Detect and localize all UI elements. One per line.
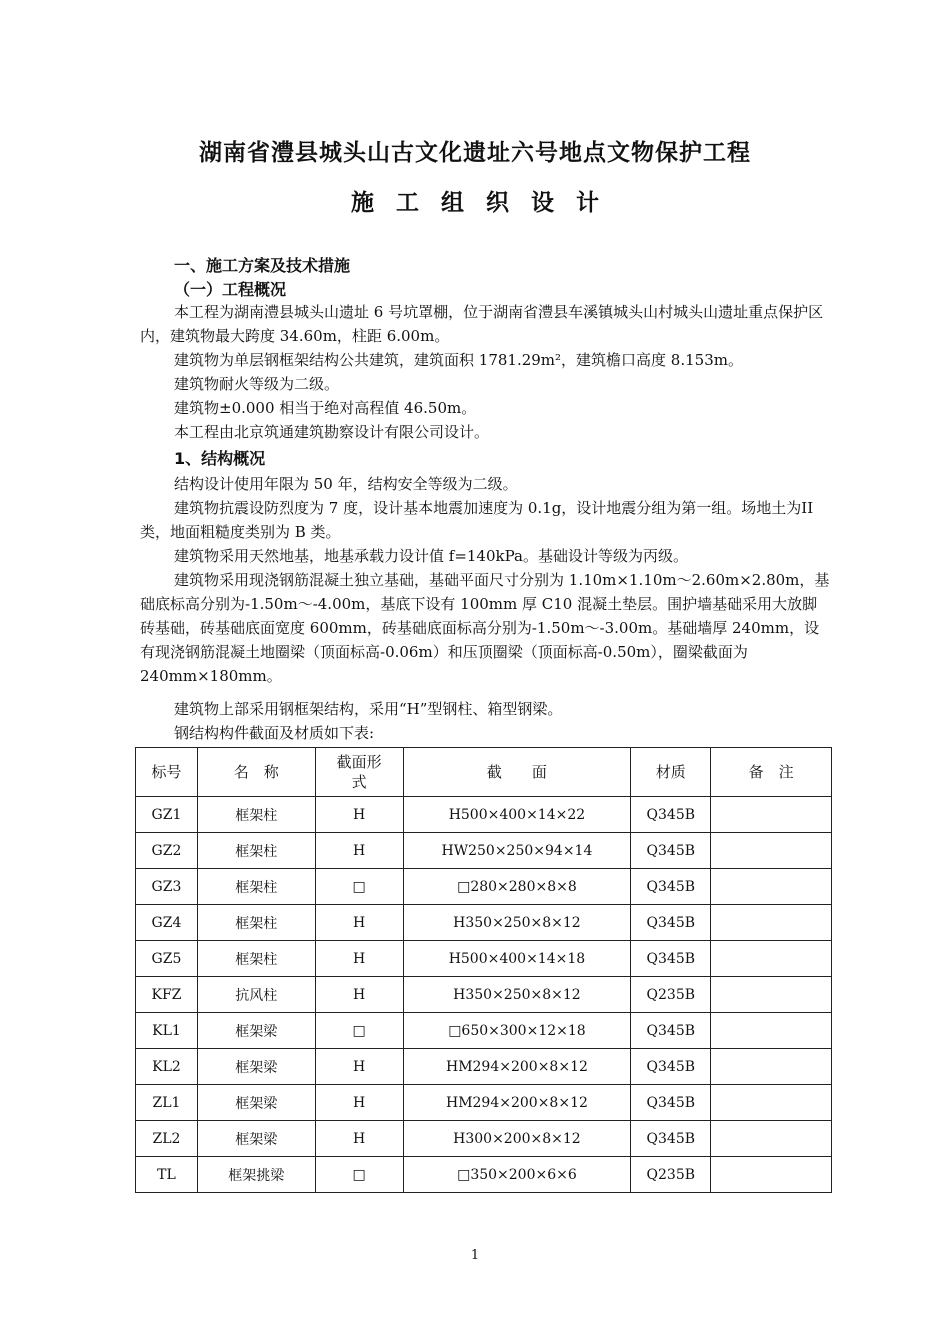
table-cell: 框架柱	[197, 941, 315, 977]
header-cell: 名 称	[197, 748, 315, 797]
table-cell	[711, 833, 832, 869]
table-cell: H	[315, 1085, 403, 1121]
table-cell: GZ5	[136, 941, 198, 977]
table-row	[136, 1121, 832, 1157]
subsection-heading: （一）工程概况	[174, 280, 287, 299]
table-cell	[711, 1049, 832, 1085]
table-cell: H	[315, 1049, 403, 1085]
table-cell: GZ4	[136, 905, 198, 941]
table-cell: Q345B	[631, 905, 711, 941]
table-cell: GZ1	[136, 797, 198, 833]
table-cell: Q345B	[631, 1049, 711, 1085]
structure-para-5: 建筑物上部采用钢框架结构，采用“H”型钢柱、箱型钢梁。	[174, 700, 563, 718]
header-cell: 截 面	[403, 748, 631, 797]
table-row	[136, 1157, 832, 1193]
table-cell: 框架柱	[197, 797, 315, 833]
table-row	[136, 1085, 832, 1121]
structure-para-2: 建筑物抗震设防烈度为 7 度，设计基本地震加速度为 0.1g，设计地震分组为第一组。场地土为II类，地面粗糙度类别为 B 类。	[140, 499, 814, 541]
table-cell: □	[315, 869, 403, 905]
page-number: 1	[470, 1248, 480, 1263]
table-cell	[711, 869, 832, 905]
table-cell: 框架柱	[197, 869, 315, 905]
table-cell: ZL1	[136, 1085, 198, 1121]
table-cell	[711, 977, 832, 1013]
table-cell	[711, 797, 832, 833]
table-cell: 框架柱	[197, 833, 315, 869]
header-cell: 截面形式	[315, 748, 403, 797]
table-cell: 框架梁	[197, 1013, 315, 1049]
overview-para-3: 建筑物耐火等级为二级。	[174, 375, 340, 393]
structure-para-4: 建筑物采用现浇钢筋混凝土独立基础，基础平面尺寸分别为 1.10m×1.10m～2.60m×2.80m，基础底标高分别为-1.50m～-4.00m，基底下设有 100mm 厚 C10 混凝土垫层。围护墙基础采用大放脚砖基础，砖基础底面宽度 600mm，砖基础底面标高分别为-1.50m～-3.00m。基础墙厚 240mm，设有现浇钢筋混凝土地圈梁（顶面标高-0.06m）和压顶圈梁（顶面标高-0.50m），圈梁截面为 240mm×180mm。	[140, 571, 830, 685]
table-cell	[711, 1013, 832, 1049]
structure-para-6: 钢结构构件截面及材质如下表:	[174, 724, 375, 742]
table-cell: 框架柱	[197, 905, 315, 941]
table-cell: H	[315, 797, 403, 833]
table-cell: GZ2	[136, 833, 198, 869]
table-cell	[711, 941, 832, 977]
table-cell: 框架梁	[197, 1049, 315, 1085]
table-cell: □280×280×8×8	[403, 869, 631, 905]
table-cell: KL2	[136, 1049, 198, 1085]
document-subtitle: 施工组织设计	[351, 190, 621, 216]
table-row	[136, 1013, 832, 1049]
table-cell: GZ3	[136, 869, 198, 905]
table-cell: Q345B	[631, 941, 711, 977]
table-cell: Q235B	[631, 977, 711, 1013]
table-row	[136, 797, 832, 833]
table-row	[136, 833, 832, 869]
table-row	[136, 905, 832, 941]
table-row	[136, 941, 832, 977]
table-cell: Q345B	[631, 1085, 711, 1121]
table-cell: □	[315, 1157, 403, 1193]
overview-para-1: 本工程为湖南澧县城头山遗址 6 号坑罩棚，位于湖南省澧县车溪镇城头山村城头山遗址重点保护区内，建筑物最大跨度 34.60m，柱距 6.00m。	[140, 303, 824, 345]
table-cell: Q345B	[631, 869, 711, 905]
table-cell: HM294×200×8×12	[403, 1049, 631, 1085]
table-cell: Q345B	[631, 833, 711, 869]
table-cell: H500×400×14×18	[403, 941, 631, 977]
structure-heading: 1、结构概况	[174, 449, 266, 468]
table-cell: H	[315, 977, 403, 1013]
table-cell: H	[315, 905, 403, 941]
table-cell: H	[315, 833, 403, 869]
header-cell: 标号	[136, 748, 198, 797]
table-cell: 框架梁	[197, 1121, 315, 1157]
table-cell: H	[315, 1121, 403, 1157]
section-heading: 一、施工方案及技术措施	[174, 256, 351, 275]
steel-member-table	[135, 747, 832, 1193]
table-header-row	[136, 748, 832, 797]
structure-para-1: 结构设计使用年限为 50 年，结构安全等级为二级。	[174, 475, 518, 493]
table-cell	[711, 1121, 832, 1157]
table-row	[136, 869, 832, 905]
table-cell: HW250×250×94×14	[403, 833, 631, 869]
header-cell: 备 注	[711, 748, 832, 797]
table-cell	[711, 1157, 832, 1193]
table-cell: H500×400×14×22	[403, 797, 631, 833]
overview-para-5: 本工程由北京筑通建筑勘察设计有限公司设计。	[174, 423, 490, 441]
table-cell: □350×200×6×6	[403, 1157, 631, 1193]
table-cell: KFZ	[136, 977, 198, 1013]
table-cell: 框架挑梁	[197, 1157, 315, 1193]
table-cell: □650×300×12×18	[403, 1013, 631, 1049]
table-cell: H	[315, 941, 403, 977]
table-cell: H300×200×8×12	[403, 1121, 631, 1157]
table-cell: Q345B	[631, 797, 711, 833]
overview-para-2: 建筑物为单层钢框架结构公共建筑，建筑面积 1781.29m²，建筑檐口高度 8.153m。	[174, 351, 743, 369]
table-cell: H350×250×8×12	[403, 977, 631, 1013]
table-cell: □	[315, 1013, 403, 1049]
table-cell: 抗风柱	[197, 977, 315, 1013]
structure-para-3: 建筑物采用天然地基，地基承载力设计值 f=140kPa。基础设计等级为丙级。	[174, 547, 688, 565]
table-cell: Q345B	[631, 1013, 711, 1049]
table-cell: H350×250×8×12	[403, 905, 631, 941]
overview-para-4: 建筑物±0.000 相当于绝对高程值 46.50m。	[174, 399, 477, 417]
table-cell: TL	[136, 1157, 198, 1193]
table-row	[136, 977, 832, 1013]
table-cell: Q235B	[631, 1157, 711, 1193]
table-cell: KL1	[136, 1013, 198, 1049]
table-cell	[711, 905, 832, 941]
table-row	[136, 1049, 832, 1085]
table-cell: Q345B	[631, 1121, 711, 1157]
table-cell: ZL2	[136, 1121, 198, 1157]
table-cell: 框架梁	[197, 1085, 315, 1121]
header-cell: 材质	[631, 748, 711, 797]
document-title: 湖南省澧县城头山古文化遗址六号地点文物保护工程	[199, 140, 751, 166]
table-cell	[711, 1085, 832, 1121]
table-cell: HM294×200×8×12	[403, 1085, 631, 1121]
